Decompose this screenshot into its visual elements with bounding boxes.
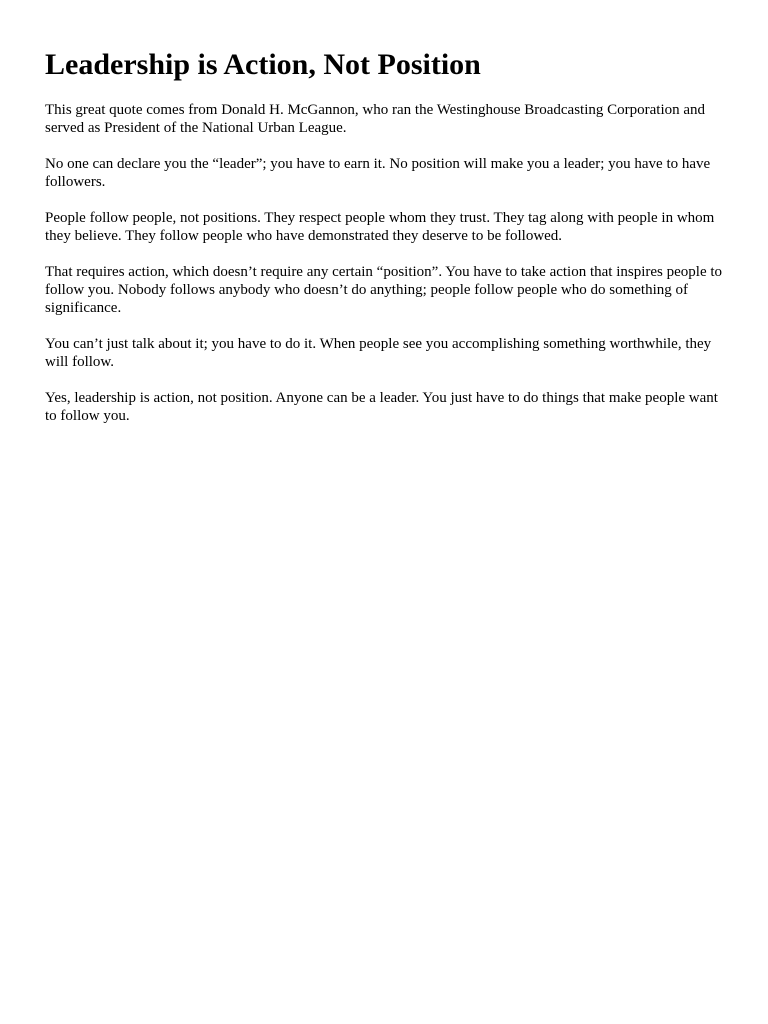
document-page	[45, 46, 725, 443]
paragraph-people-not-positions: People follow people, not positions. They respect people whom they trust. They tag along with people in whom they believe. They follow people who have demonstrated they deserve to be followed.	[45, 210, 715, 244]
paragraph-intro: This great quote comes from Donald H. McGannon, who ran the Westinghouse Broadcasting Corporation and served as President of the National Urban League.	[45, 102, 706, 136]
page-title: Leadership is Action, Not Position	[45, 48, 481, 81]
paragraph-do-it: You can’t just talk about it; you have to do it. When people see you accomplishing something worthwhile, they will follow.	[45, 336, 712, 370]
paragraph-earn-it: No one can declare you the “leader”; you have to earn it. No position will make you a leader; you have to have followers.	[45, 156, 711, 190]
paragraph-conclusion: Yes, leadership is action, not position. Anyone can be a leader. You just have to do things that make people want to follow you.	[45, 390, 718, 424]
paragraph-requires-action: That requires action, which doesn’t require any certain “position”. You have to take action that inspires people to follow you. Nobody follows anybody who doesn’t do anything; people follow people who do something of significance.	[45, 264, 723, 316]
